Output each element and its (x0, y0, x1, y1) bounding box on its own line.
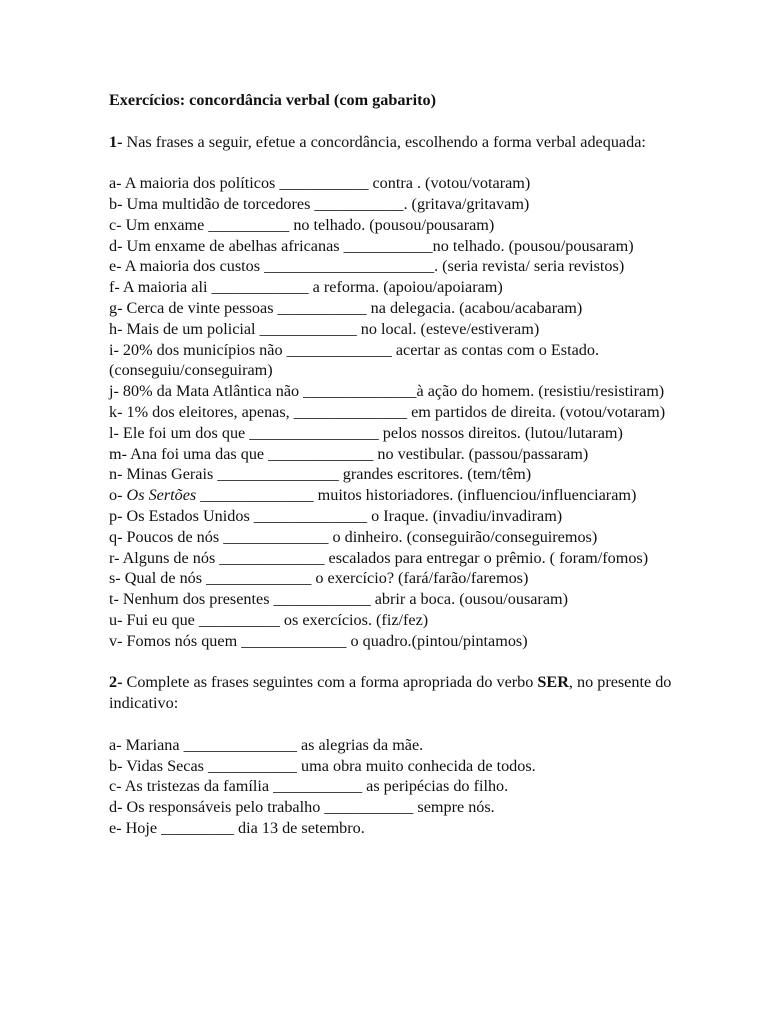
list-item: d- Os responsáveis pelo trabalho ___________ sempre nós. (109, 798, 495, 817)
question-1-number: 1- (109, 132, 123, 151)
list-item: i- 20% dos municípios não _____________ acertar as contas com o Estado. (conseguiu/conseguiram) (109, 340, 600, 380)
list-item: b- Uma multidão de torcedores ___________. (gritava/gritavam) (109, 194, 530, 213)
question-2-verb: SER (537, 673, 569, 692)
item-o-prefix: o- (109, 486, 127, 505)
list-item: m- Ana foi uma das que _____________ no vestibular. (passou/passaram) (109, 444, 589, 463)
question-2-number: 2- (109, 673, 123, 692)
list-item: h- Mais de um policial ____________ no local. (esteve/estiveram) (109, 319, 540, 338)
question-1-items (109, 173, 708, 651)
list-item: j- 80% da Mata Atlântica não ______________à ação do homem. (resistiu/resistiram) (109, 382, 665, 401)
list-item-o (109, 485, 708, 506)
list-item: p- Os Estados Unidos ______________ o Iraque. (invadiu/invadiram) (109, 506, 563, 525)
list-item: g- Cerca de vinte pessoas ___________ na delegacia. (acabou/acabaram) (109, 298, 583, 317)
list-item: v- Fomos nós quem _____________ o quadro.(pintou/pintamos) (109, 631, 528, 650)
list-item: a- A maioria dos políticos ___________ contra . (votou/votaram) (109, 174, 531, 193)
list-item: q- Poucos de nós _____________ o dinheiro. (conseguirão/conseguiremos) (109, 527, 598, 546)
spacer (109, 714, 708, 735)
item-o-book-title: Os Sertões (126, 486, 197, 505)
list-item: k- 1% dos eleitores, apenas, ______________ em partidos de direita. (votou/votaram) (109, 402, 666, 421)
list-item: d- Um enxame de abelhas africanas ___________no telhado. (pousou/pousaram) (109, 236, 634, 255)
question-2-text-a: Complete as frases seguintes com a forma apropriada do verbo (126, 673, 538, 692)
question-1-instruction (109, 132, 708, 153)
list-item: c- Um enxame __________ no telhado. (pousou/pousaram) (109, 215, 495, 234)
list-item: f- A maioria ali ____________ a reforma. (apoiou/apoiaram) (109, 278, 503, 297)
list-item: b- Vidas Secas ___________ uma obra muito conhecida de todos. (109, 756, 536, 775)
spacer (109, 652, 708, 673)
list-item: e- Hoje _________ dia 13 de setembro. (109, 818, 365, 837)
list-item: c- As tristezas da família ___________ as peripécias do filho. (109, 777, 509, 796)
spacer (109, 152, 708, 173)
list-item: u- Fui eu que __________ os exercícios. (fiz/fez) (109, 610, 429, 629)
spacer (109, 111, 708, 132)
list-item: n- Minas Gerais _______________ grandes escritores. (tem/têm) (109, 465, 532, 484)
question-1-text: Nas frases a seguir, efetue a concordância, escolhendo a forma verbal adequada: (126, 132, 646, 151)
question-2-items (109, 735, 708, 839)
item-o-rest: ______________ muitos historiadores. (influenciou/influenciaram) (196, 486, 637, 505)
list-item: a- Mariana ______________ as alegrias da mãe. (109, 735, 424, 754)
list-item: s- Qual de nós _____________ o exercício? (fará/farão/faremos) (109, 569, 529, 588)
question-2-instruction (109, 672, 708, 714)
list-item: t- Nenhum dos presentes ____________ abrir a boca. (ousou/ousaram) (109, 590, 568, 609)
question-2-text-b: , no presente do indicativo: (109, 673, 672, 713)
list-item: l- Ele foi um dos que ________________ pelos nossos direitos. (lutou/lutaram) (109, 423, 623, 442)
list-item: r- Alguns de nós _____________ escalados para entregar o prêmio. ( foram/fomos) (109, 548, 649, 567)
document-title: Exercícios: concordância verbal (com gabarito) (109, 91, 436, 109)
list-item: e- A maioria dos custos _____________________. (seria revista/ seria revistos) (109, 257, 625, 276)
